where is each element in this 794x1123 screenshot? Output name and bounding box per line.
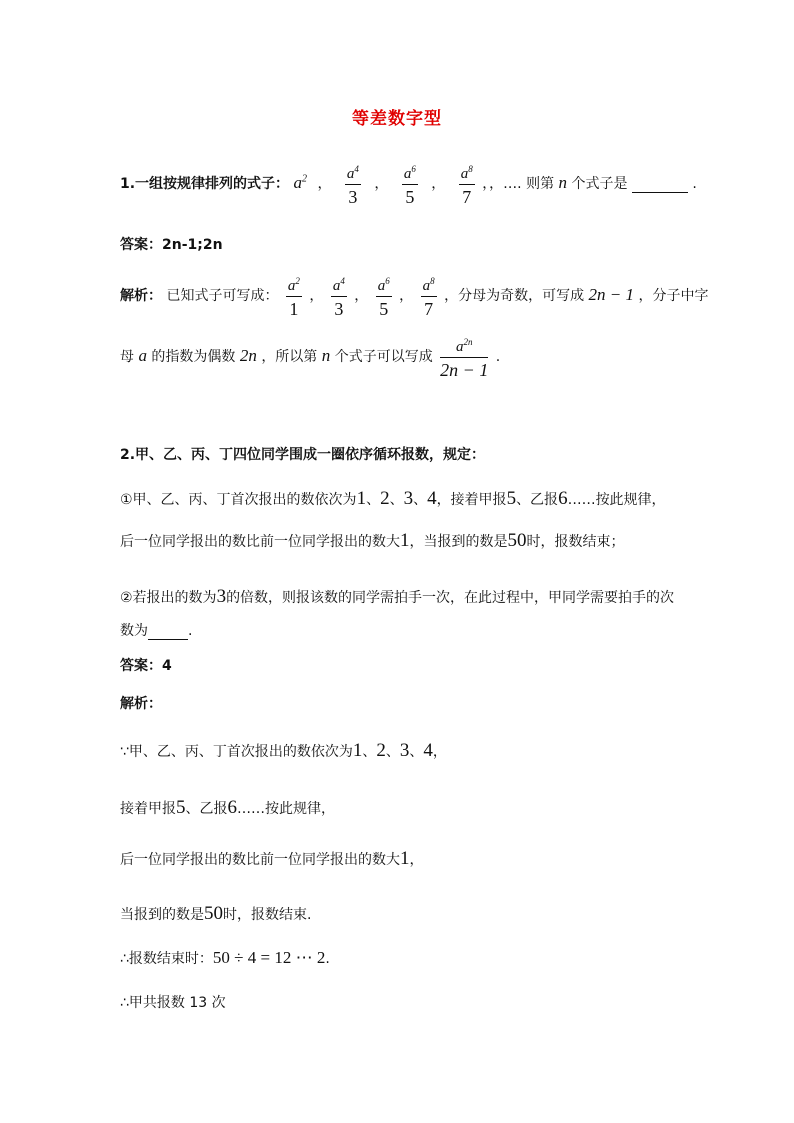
s1-expr-2: 2n <box>239 346 257 365</box>
question-2-rule-1-cont: 后一位同学报出的数比前一位同学报出的数大1，当报到的数是50时，报数结束； <box>120 530 625 551</box>
question-1: 1.一组按规律排列的式子： $a^2$ ， $\frac{a^4}{3}$ ， $\frac{a^6}{5}$ ， $\frac{a^8}{7}$ ，，…. 则第 n 个式子是 . <box>120 160 697 208</box>
solution-2-label: 解析： <box>120 696 162 712</box>
answer-1-value: 2n-1;2n <box>162 237 223 253</box>
solution-2-line-3: 后一位同学报出的数比前一位同学报出的数大1， <box>120 848 424 869</box>
s1-frac-1: $\frac{a^2}{1}$ <box>286 272 302 320</box>
answer-2-value: 4 <box>162 658 172 674</box>
question-2-rule-1: ①甲、乙、丙、丁首次报出的数依次为1、2、3、4，接着甲报5、乙报6……按此规律， <box>120 488 666 509</box>
question-2-rule-2: ②若报出的数为3的倍数，则报该数的同学需拍手一次，在此过程中，甲同学需要拍手的次 <box>120 586 675 607</box>
q1-frac-2: $\frac{a^6}{5}$ <box>402 160 418 208</box>
question-2-intro: 2.甲、乙、丙、丁四位同学围成一圈依序循环报数，规定： <box>120 447 486 463</box>
q1-frac-1: $\frac{a^4}{3}$ <box>345 160 361 208</box>
solution-1-label: 解析： <box>120 288 162 304</box>
q2-answer-blank <box>148 623 188 640</box>
s1-frac-2: $\frac{a^4}{3}$ <box>331 272 347 320</box>
q1-answer-blank <box>632 176 688 193</box>
solution-2-line-5: ∴报数结束时：50 ÷ 4 = 12 ⋯ 2. <box>120 948 330 967</box>
s1-expr-1: 2n − 1 <box>588 285 635 304</box>
solution-2-line-6: ∴甲共报数 13 次 <box>120 995 226 1011</box>
answer-2-label: 答案： <box>120 658 162 674</box>
answer-1-label: 答案： <box>120 237 162 253</box>
s1-frac-4: $\frac{a^8}{7}$ <box>421 272 437 320</box>
s1-var-n: n <box>321 346 331 365</box>
q1-tail-b: 个式子是 <box>571 176 628 192</box>
document-title: 等差数字型 <box>352 109 442 129</box>
s1-var-a: a <box>138 346 147 365</box>
answer-1 <box>120 234 223 254</box>
solution-2-line-2: 接着甲报5、乙报6……按此规律， <box>120 797 335 818</box>
s1-final-frac: $\frac{a^{2n}}{2n - 1}$ <box>440 333 488 381</box>
s1-frac-3: $\frac{a^6}{5}$ <box>376 272 392 320</box>
question-2-rule-2-cont: 数为 . <box>120 623 193 639</box>
s2-division-expr: 50 ÷ 4 = 12 ⋯ 2 <box>212 948 326 967</box>
q1-tail: ，，…. 则第 <box>482 176 555 192</box>
q1-var-n: n <box>558 173 568 192</box>
answer-2 <box>120 655 172 675</box>
solution-1-line-1: 解析： 已知式子可写成： $\frac{a^2}{1}$ ， $\frac{a^4}{3}$ ， $\frac{a^6}{5}$ ， $\frac{a^8}{7}$ ，分母为奇数，可写成 2n − 1 ，分子中字 <box>120 272 708 320</box>
q1-prefix: 1.一组按规律排列的式子： <box>120 176 290 192</box>
solution-2-line-4: 当报到的数是50时，报数结束. <box>120 903 312 924</box>
solution-1-line-2: 母 a 的指数为偶数 2n ，所以第 n 个式子可以写成 $\frac{a^{2n}}{2n - 1}$ . <box>120 333 500 381</box>
q1-term1: $a^2$ <box>293 173 308 192</box>
solution-2-line-1: ∵甲、乙、丙、丁首次报出的数依次为1、2、3、4， <box>120 740 447 761</box>
q1-frac-3: $\frac{a^8}{7}$ <box>459 160 475 208</box>
